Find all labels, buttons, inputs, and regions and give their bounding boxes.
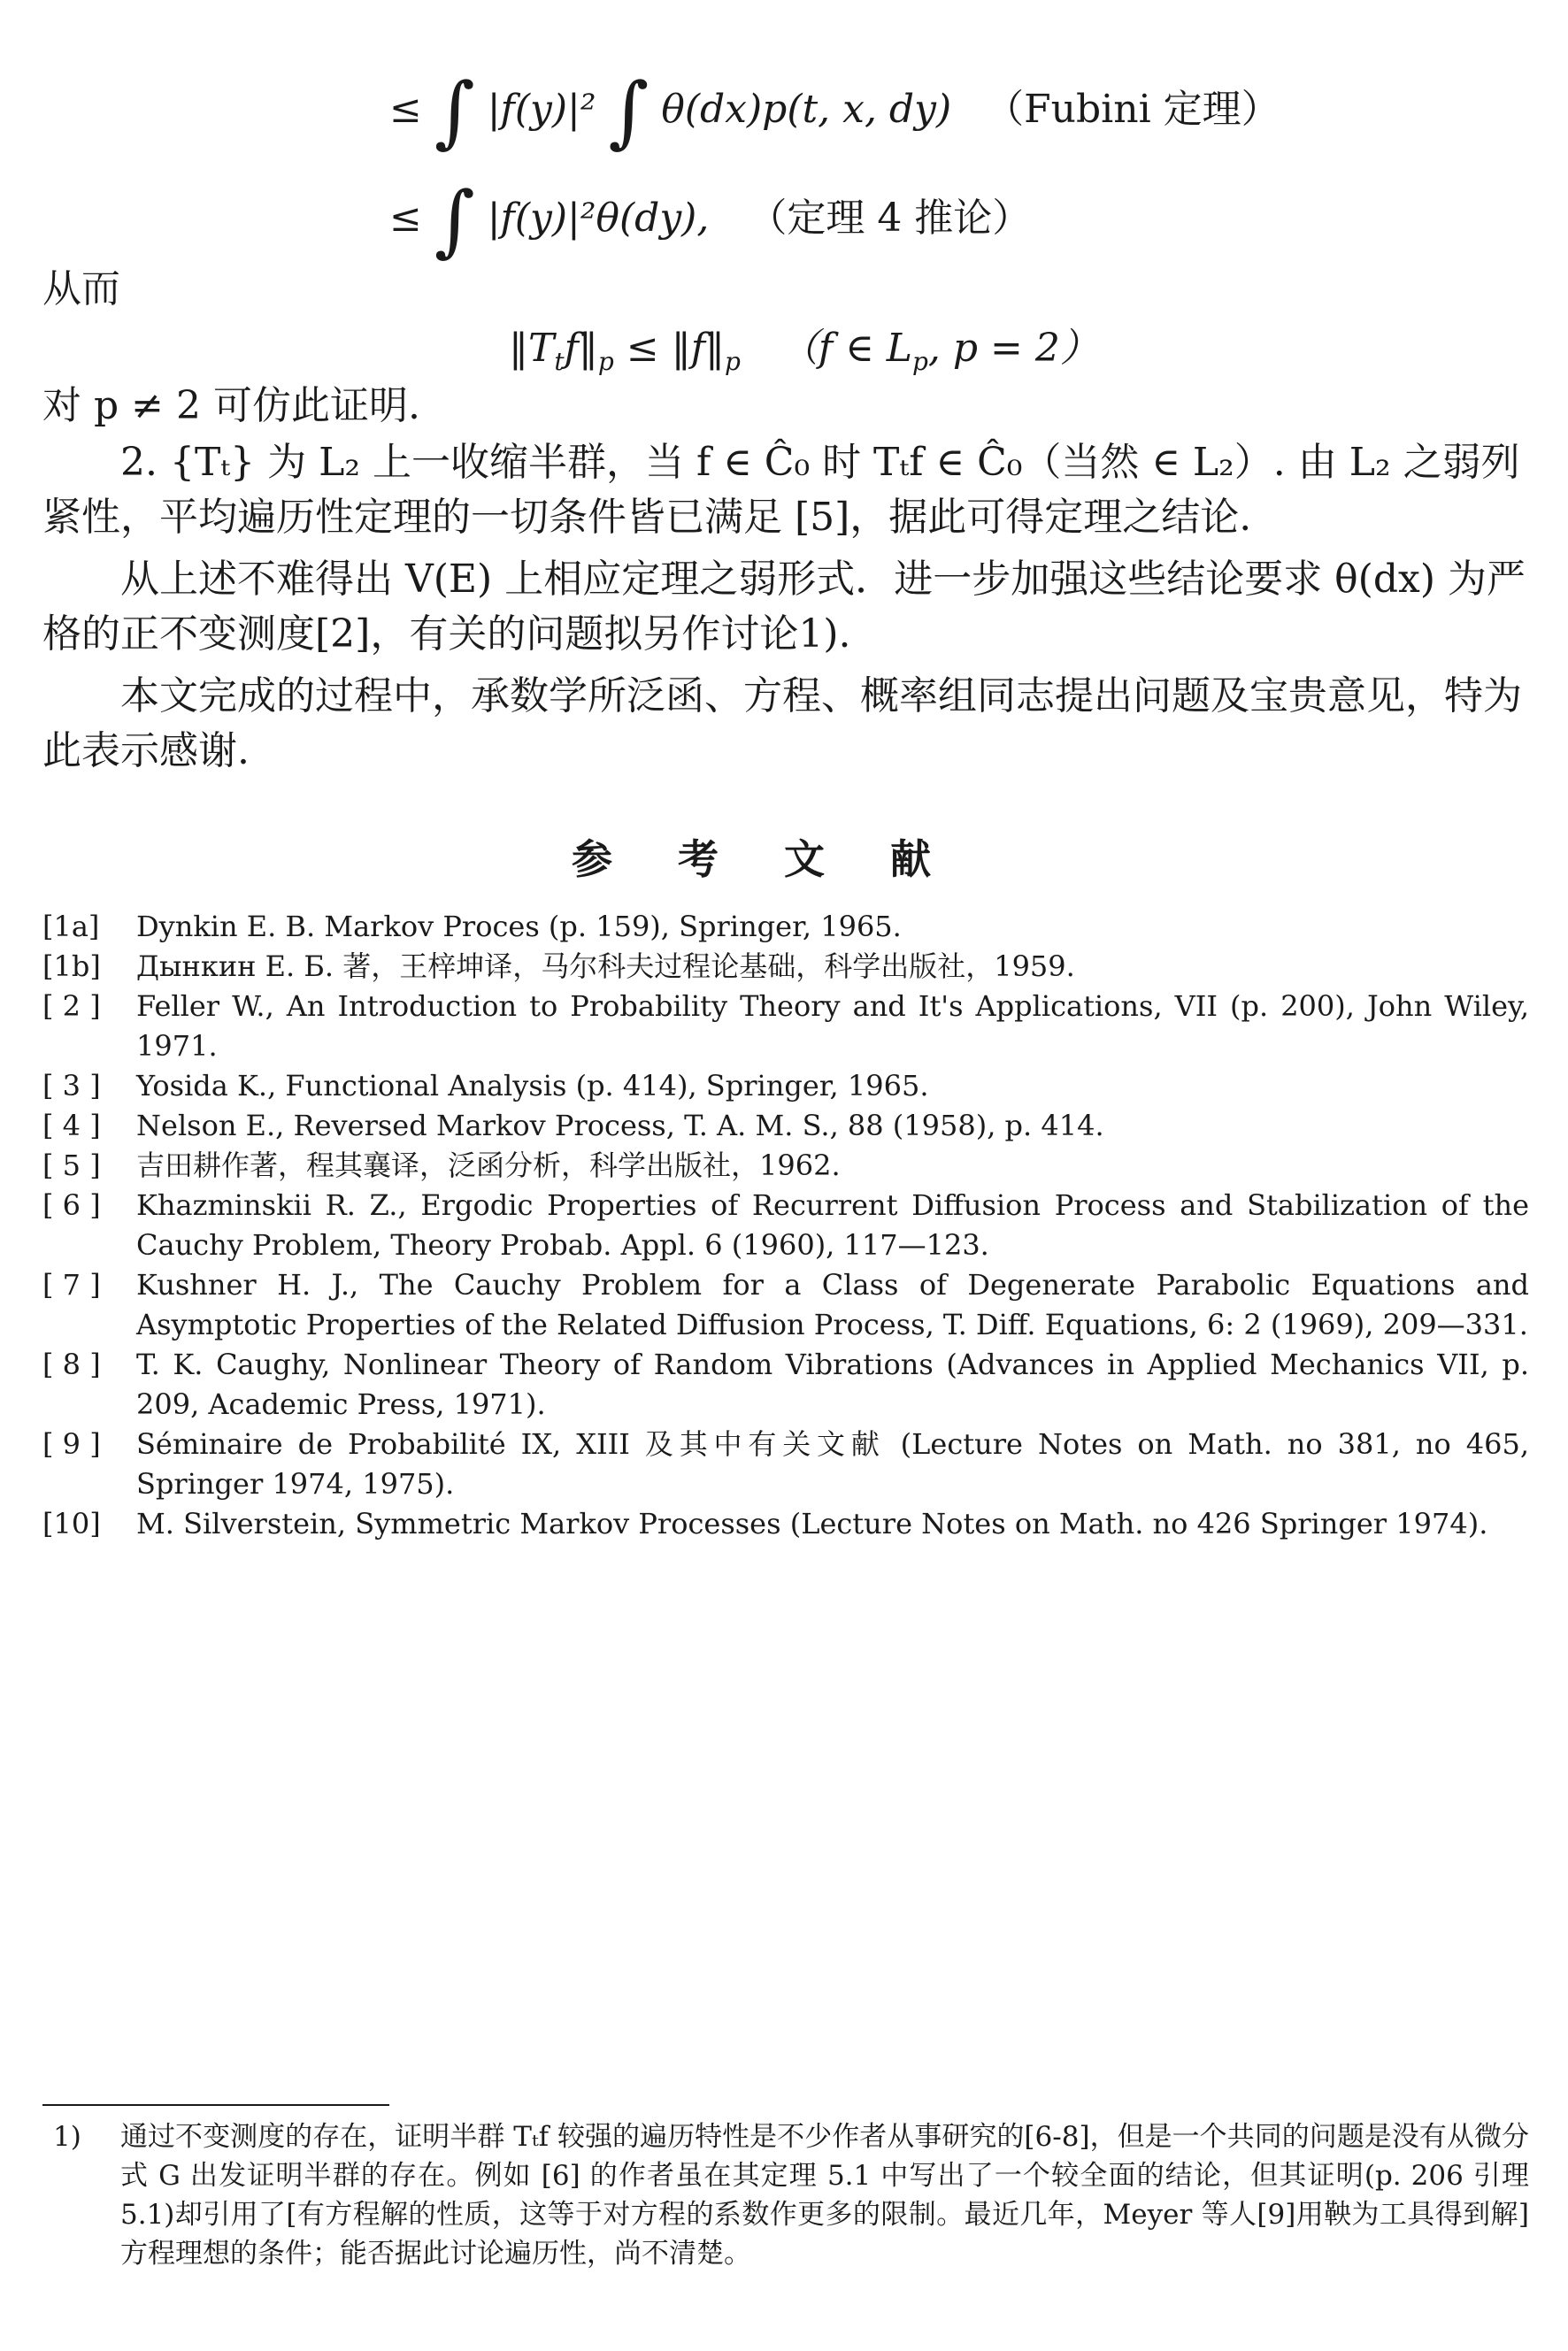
paragraph-p-ne-2: 对 p ≠ 2 可仿此证明.	[42, 383, 420, 428]
reference-number: [ 4 ]	[42, 1109, 101, 1142]
reference-number: [1b]	[42, 949, 101, 983]
subscript: p	[724, 346, 741, 376]
reference-number: [ 5 ]	[42, 1149, 101, 1182]
reference-text: 吉田耕作著，程其襄译，泛函分析，科学出版社，1962.	[136, 1149, 841, 1182]
leq-symbol: ≤	[389, 196, 422, 241]
reference-text: Feller W., An Introduction to Probability Theory and It's Applications, VII (p. 200), John Wiley, 1971.	[136, 989, 1529, 1063]
paragraph-thanks: 本文完成的过程中，承数学所泛函、方程、概率组同志提出问题及宝贵意见，特为此表示感谢.	[42, 673, 1522, 773]
integral-symbol: ∫	[608, 65, 649, 157]
reference-text: Séminaire de Probabilité IX, XIII 及其中有关文献 (Lecture Notes on Math. no 381, no 465, Springer 1974, 1975).	[136, 1427, 1529, 1501]
reference-number: [ 6 ]	[42, 1188, 101, 1222]
paragraph-congeer: 从而	[42, 266, 120, 311]
reference-text: Kushner H. J., The Cauchy Problem for a Class of Degenerate Parabolic Equations and Asymptotic Properties of the Related Diffusion Process, T. Diff. Equations, 6: 2 (1969), 209—331.	[136, 1268, 1529, 1341]
reference-item	[42, 1146, 1529, 1186]
equation-term: θ(dx)p(t, x, dy)	[661, 87, 952, 132]
integral-symbol: ∫	[434, 65, 475, 157]
reference-number: [1a]	[42, 910, 100, 943]
reference-item	[42, 1504, 1529, 1544]
footnote-text: 通过不变测度的存在，证明半群 Tₜf 较强的遍历特性是不少作者从事研究的[6-8]，但是一个共同的问题是没有从微分式 G 出发证明半群的存在。例如 [6] 的作者虽在其定理 5.1 中写出了一个较全面的结论，但其证明(p. 206 引理 5.1)却引用了[有方程解的性质，这等于对方程的系数作更多的限制。最近几年，Meyer 等人[9]用鞅为工具得到解]方程理想的条件；能否据此讨论遍历性，尚不清楚。	[120, 2121, 1529, 2270]
reference-item	[42, 1345, 1529, 1425]
reference-item	[42, 947, 1529, 987]
subscript: t	[554, 346, 565, 376]
reference-text: Yosida K., Functional Analysis (p. 414), Springer, 1965.	[136, 1069, 929, 1103]
reference-item	[42, 1066, 1529, 1106]
reference-number: [ 3 ]	[42, 1069, 101, 1103]
footnote-number: 1)	[53, 2121, 81, 2153]
reference-text: Dynkin E. B. Markov Proces (p. 159), Springer, 1965.	[136, 910, 902, 943]
reference-text: M. Silverstein, Symmetric Markov Processes (Lecture Notes on Math. no 426 Springer 1974).	[136, 1507, 1488, 1540]
references-list	[42, 907, 1529, 1544]
reference-item	[42, 987, 1529, 1066]
reference-text: Khazminskii R. Z., Ergodic Properties of Recurrent Diffusion Process and Stabilization of the Cauchy Problem, Theory Probab. Appl. 6 (1960), 117—123.	[136, 1188, 1529, 1262]
equation-condition-a: （f ∈ L	[779, 326, 912, 371]
subscript: p	[597, 346, 614, 376]
reference-number: [ 9 ]	[42, 1427, 101, 1461]
reference-item	[42, 1265, 1529, 1345]
equation-note: （定理 4 推论）	[748, 196, 1032, 241]
reference-item	[42, 907, 1529, 947]
reference-item	[42, 1106, 1529, 1146]
equation-note: （Fubini 定理）	[985, 87, 1280, 132]
equation-term: ‖T	[509, 326, 555, 371]
leq-symbol: ≤	[389, 87, 422, 132]
equation-term: |f(y)|²	[487, 87, 596, 132]
reference-item	[42, 1186, 1529, 1265]
reference-text: Дынкин Е. Б. 著，王梓坤译，马尔科夫过程论基础，科学出版社，1959.	[136, 949, 1075, 983]
footnote-divider	[42, 2104, 389, 2106]
reference-item	[42, 1425, 1529, 1504]
equation-condition	[779, 326, 1099, 376]
reference-text: Nelson E., Reversed Markov Process, T. A. M. S., 88 (1958), p. 414.	[136, 1109, 1104, 1142]
references-title: 参考文献	[572, 835, 996, 883]
equation-corollary	[389, 174, 1032, 265]
equation-norm-bound	[509, 326, 1099, 376]
reference-number: [ 2 ]	[42, 989, 101, 1023]
reference-text: T. K. Caughy, Nonlinear Theory of Random Vibrations (Advances in Applied Mechanics VII, p. 209, Academic Press, 1971).	[136, 1348, 1529, 1421]
paragraph-weak-form: 从上述不难得出 V(E) 上相应定理之弱形式．进一步加强这些结论要求 θ(dx) 为严格的正不变测度[2]，有关的问题拟另作讨论1).	[42, 557, 1526, 657]
reference-number: [ 7 ]	[42, 1268, 101, 1302]
equation-term: |f(y)|²θ(dy),	[487, 196, 710, 241]
footnote	[42, 2117, 1529, 2273]
reference-number: [ 8 ]	[42, 1348, 101, 1381]
paragraph-item-2: 2. {Tₜ} 为 L₂ 上一收缩半群，当 f ∈ Ĉ₀ 时 Tₜf ∈ Ĉ₀（当然 ∈ L₂）. 由 L₂ 之弱列紧性，平均遍历性定理的一切条件皆已满足 [5]，据此可得定理之结论.	[42, 440, 1520, 540]
equation-term: f‖	[564, 326, 598, 371]
equation-fubini	[389, 65, 1280, 157]
integral-symbol: ∫	[434, 174, 475, 265]
equation-term: ≤ ‖f‖	[613, 326, 725, 371]
reference-number: [10]	[42, 1507, 101, 1540]
subscript: p	[911, 346, 928, 376]
equation-condition-b: , p = 2）	[927, 326, 1099, 371]
